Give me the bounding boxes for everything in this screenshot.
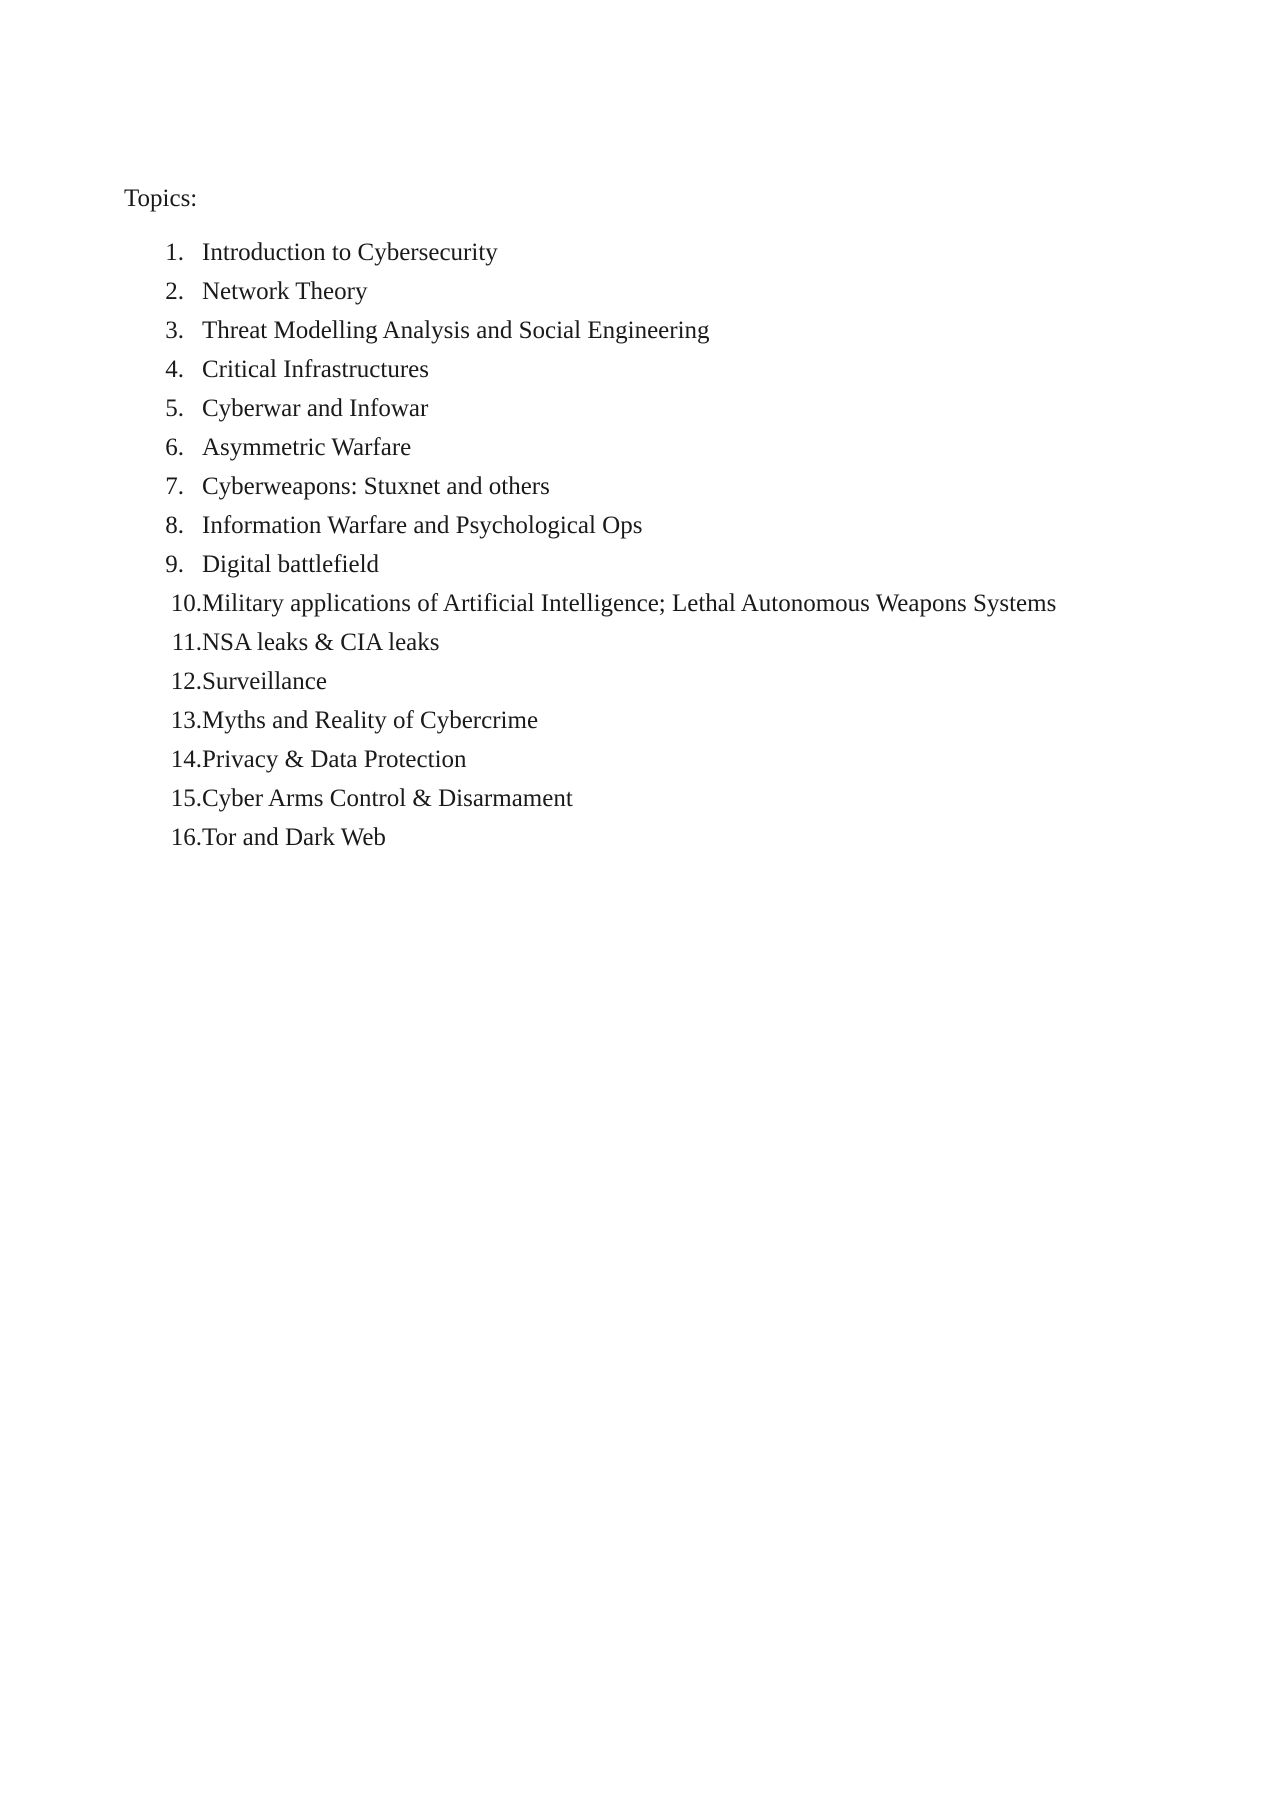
topic-number: 10.: [170, 590, 202, 617]
topic-number: 11.: [171, 629, 202, 656]
topic-item: [160, 433, 412, 472]
topic-item: [160, 238, 498, 277]
topic-item: [160, 784, 573, 823]
topic-text: Cyberwar and Infowar: [202, 395, 429, 422]
topic-text: Information Warfare and Psychological Ops: [202, 512, 643, 539]
topic-text: Threat Modelling Analysis and Social Engineering: [202, 317, 710, 344]
topic-number: 14.: [170, 746, 202, 773]
topic-item: [160, 277, 368, 316]
topic-text: Cyberweapons: Stuxnet and others: [202, 473, 550, 500]
topic-number: 16.: [170, 824, 202, 851]
topic-item: [160, 745, 467, 784]
topic-number: 5.: [165, 395, 184, 422]
topic-number: 8.: [165, 512, 184, 539]
topic-text: Network Theory: [202, 278, 368, 305]
topic-number: 9.: [165, 551, 184, 578]
topic-text: Myths and Reality of Cybercrime: [202, 707, 539, 734]
topic-item: [160, 589, 1057, 628]
topic-text: Surveillance: [202, 668, 327, 695]
topic-text: Introduction to Cybersecurity: [202, 239, 498, 266]
topic-item: [160, 823, 386, 862]
topic-item: [160, 394, 429, 433]
topic-text: Critical Infrastructures: [202, 356, 429, 383]
topic-text: Military applications of Artificial Intelligence; Lethal Autonomous Weapons Systems: [202, 590, 1057, 617]
topic-item: [160, 472, 550, 511]
topic-item: [160, 667, 327, 706]
topic-item: [160, 355, 429, 394]
topic-item: [160, 628, 440, 667]
topic-number: 6.: [165, 434, 184, 461]
topic-number: 7.: [165, 473, 184, 500]
topic-item: [160, 316, 710, 355]
topic-number: 13.: [170, 707, 202, 734]
topic-text: NSA leaks & CIA leaks: [202, 629, 440, 656]
topic-number: 2.: [165, 278, 184, 305]
topic-number: 12.: [170, 668, 202, 695]
topic-number: 3.: [165, 317, 184, 344]
topic-text: Cyber Arms Control & Disarmament: [202, 785, 573, 812]
topics-heading: Topics:: [124, 185, 198, 212]
topic-text: Digital battlefield: [202, 551, 380, 578]
topic-text: Privacy & Data Protection: [202, 746, 467, 773]
topic-list: [160, 238, 1057, 862]
topic-item: [160, 550, 380, 589]
topic-text: Asymmetric Warfare: [202, 434, 412, 461]
topic-number: 4.: [165, 356, 184, 383]
topic-number: 15.: [170, 785, 202, 812]
topic-item: [160, 511, 643, 550]
topic-text: Tor and Dark Web: [202, 824, 386, 851]
topic-item: [160, 706, 539, 745]
topic-number: 1.: [165, 239, 184, 266]
